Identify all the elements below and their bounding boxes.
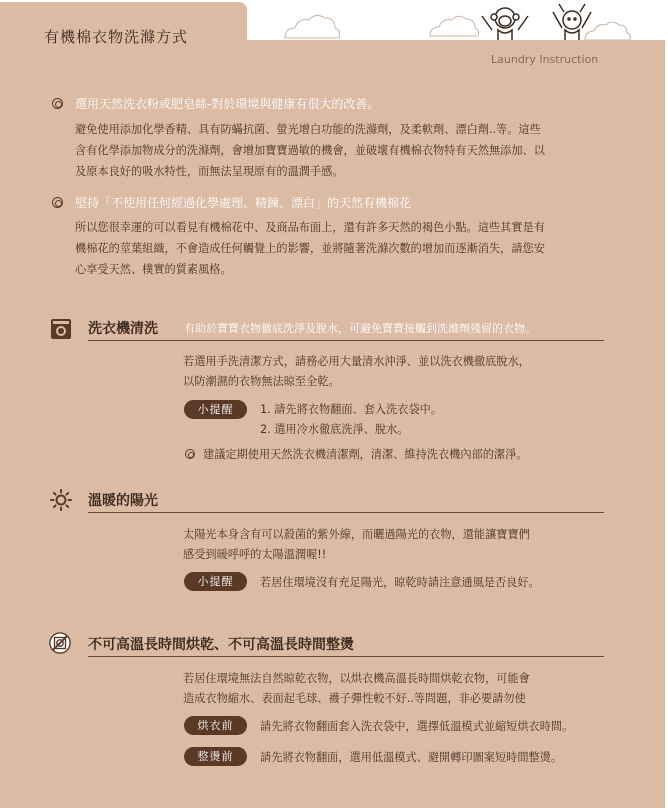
- note-text: 建議定期使用天然洗衣機清潔劑，清潔、維持洗衣機內部的潔淨。: [203, 448, 528, 461]
- section-divider: [88, 512, 604, 513]
- english-subtitle: Laundry Instruction: [491, 53, 599, 66]
- tip-item: 2. 選用冷水徹底洗淨、脫水。: [260, 423, 409, 436]
- dry-badge: 烘衣前: [184, 716, 247, 735]
- sun-icon: [50, 489, 72, 511]
- section-title-sunlight: 溫暖的陽光: [88, 493, 158, 509]
- no-tumble-dry-icon: [49, 632, 71, 654]
- paragraph-line: 機棉花的莖葉組織，不會造成任何觸覺上的影響，並將隨著洗滌次數的增加而逐漸消失，請您安: [75, 242, 545, 255]
- monkey-icon: [482, 8, 528, 44]
- tip-item: 若居住環境沒有充足陽光，晾乾時請注意通風是否良好。: [260, 576, 540, 589]
- body-line: 感受到暖呼呼的太陽溫潤喔!!: [183, 548, 327, 561]
- paragraph-line: 心享受天然、樸實的質素風格。: [75, 263, 232, 276]
- page-title: 有機棉衣物洗滌方式: [44, 28, 189, 46]
- iron-tip: 請先將衣物翻面，選用低溫模式、避開轉印圖案短時間整燙。: [260, 751, 563, 764]
- intro-paragraph: [75, 217, 615, 280]
- tip-badge: 小提醒: [184, 572, 247, 591]
- bullet-icon: [185, 449, 195, 459]
- body-line: 若選用手洗清潔方式，請務必用大量清水沖淨、並以洗衣機徹底脫水，: [183, 355, 530, 368]
- section-divider: [88, 340, 604, 341]
- cartoon-animals-illustration: [280, 0, 668, 44]
- body-line: 若居住環境無法自然晾乾衣物，以烘衣機高溫長時間烘乾衣物，可能會: [183, 672, 530, 685]
- washing-note: [185, 446, 527, 462]
- intro-bullet: [52, 194, 411, 211]
- body-line: 太陽光本身含有可以殺菌的紫外線，而曬過陽光的衣物，還能讓寶寶們: [183, 528, 530, 541]
- bullet-icon: [52, 197, 63, 208]
- intro-paragraph: [75, 119, 615, 182]
- paragraph-line: 所以您很幸運的可以看見有機棉花中、及商品布面上，還有許多天然的褐色小點。這些其實是有: [75, 221, 545, 234]
- body-line: 造成衣物縮水、表面起毛球、襪子彈性較不好..等問題，非必要請勿使: [183, 692, 526, 705]
- body-line: 以防潮濕的衣物無法晾至全乾。: [183, 375, 340, 388]
- paragraph-line: 避免使用添加化學香精、具有防蟎抗菌、螢光增白功能的洗滌劑，及柔軟劑、漂白劑..等。這些: [75, 123, 541, 136]
- intro-headline: 堅持「不使用任何經過化學處理、精鍊、漂白」的天然有機棉花: [75, 196, 412, 210]
- sunlight-body: [183, 525, 530, 565]
- paragraph-line: 含有化學添加物成分的洗滌劑，會增加寶寶過敏的機會，並破壞有機棉衣物特有天然無添加、以: [75, 144, 545, 157]
- drying-body: [183, 669, 530, 709]
- washing-body: [183, 352, 530, 392]
- section-divider: [88, 656, 604, 657]
- section-subtitle-washing: 有助於寶寶衣物徹底洗淨及脫水，可避免寶寶接觸到洗滌劑殘留的衣物。: [184, 322, 536, 335]
- washing-machine-icon: [50, 318, 72, 340]
- iron-badge: 整燙前: [184, 747, 247, 766]
- section-title-drying: 不可高溫長時間烘乾、不可高溫長時間整燙: [88, 637, 354, 653]
- section-title-washing: 洗衣機清洗: [88, 321, 158, 337]
- dry-tip: 請先將衣物翻面套入洗衣袋中，選擇低溫模式並縮短烘衣時間。: [260, 720, 574, 733]
- intro-headline: 選用天然洗衣粉或肥皂絲-對於環境與健康有很大的改善。: [75, 97, 380, 111]
- tip-badge: 小提醒: [184, 400, 247, 419]
- tip-item: 1. 請先將衣物翻面、套入洗衣袋中。: [260, 403, 443, 416]
- intro-bullet: [52, 95, 379, 112]
- bullet-icon: [52, 98, 63, 109]
- paragraph-line: 及原本良好的吸水特性，而無法呈現原有的溫潤手感。: [75, 165, 344, 178]
